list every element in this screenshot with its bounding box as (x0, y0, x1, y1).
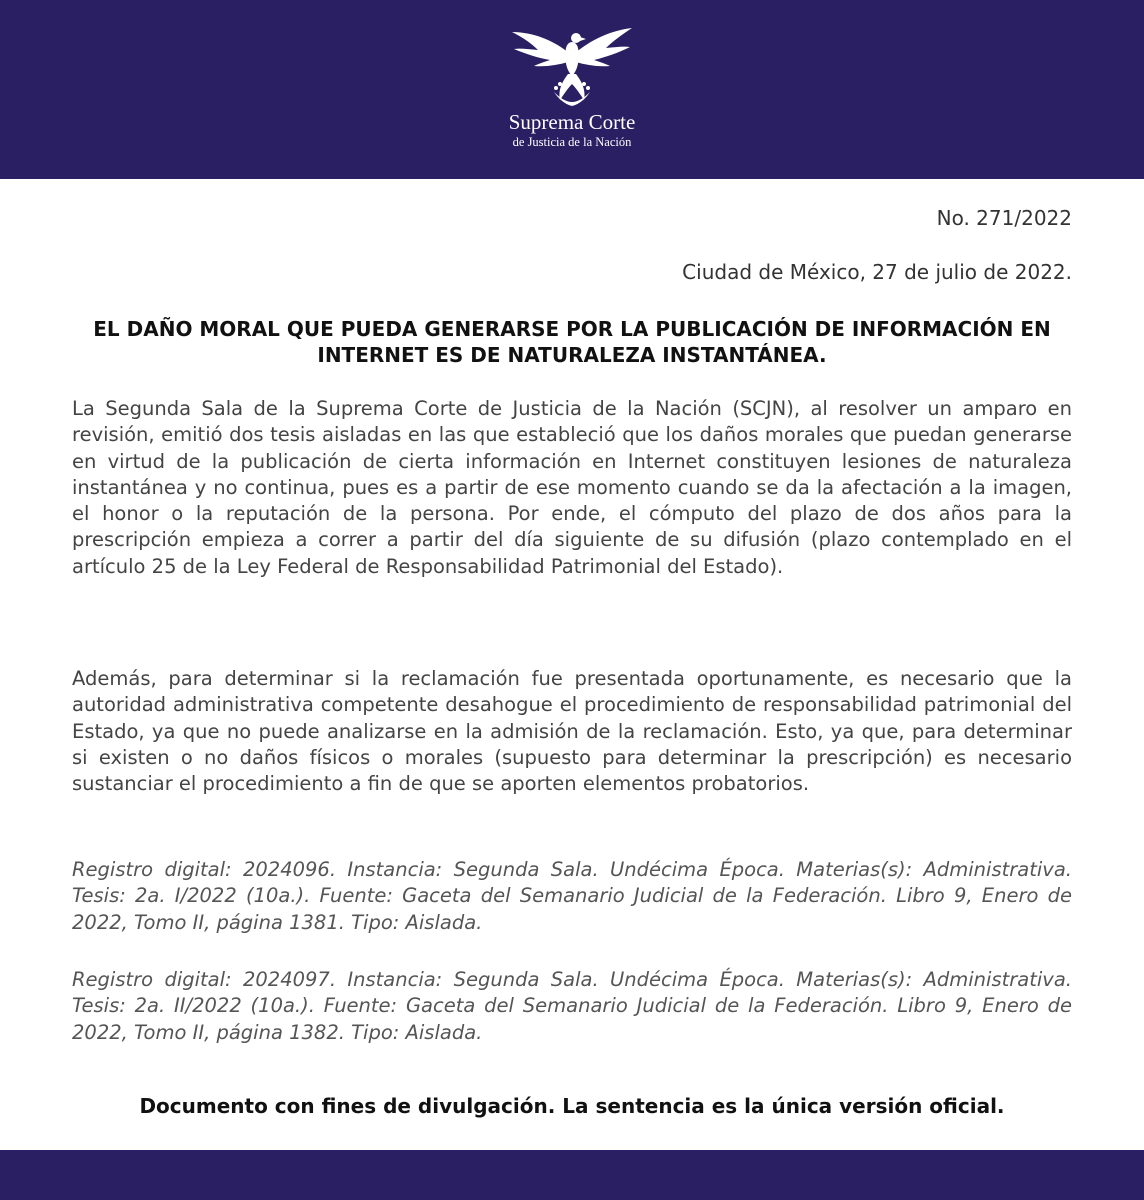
body-paragraph: Además, para determinar si la reclamación fue presentada oportunamente, es necesario que la autoridad administrativa competente desahogue el procedimiento de responsabilidad patrimonial del Estado, ya que no puede analizarse en la admisión de la reclamación. Esto, ya que, para determinar si existen o no daños físicos o morales (supuesto para determinar la prescripción) es necesario sustanciar el procedimiento a fin de que se aporten elementos probatorios. (72, 667, 1072, 796)
disclaimer: Documento con fines de divulgación. La sentencia es la única versión oficial. (139, 1094, 1005, 1118)
press-release-number: No. 271/2022 (936, 206, 1072, 230)
thesis-reference: Registro digital: 2024096. Instancia: Segunda Sala. Undécima Época. Materias(s): Administrativa. Tesis: 2a. I/2022 (10a.). Fuente: Gaceta del Semanario Judicial de la Federación. Libro 9, Enero de 2022, Tomo II, página 1381. Tipo: Aislada. (72, 858, 1072, 934)
eagle-emblem-icon (510, 18, 634, 110)
institution-name: Suprema Corte (508, 110, 636, 134)
footer-band (0, 1150, 1144, 1200)
press-release-date: Ciudad de México, 27 de julio de 2022. (682, 260, 1072, 284)
headline: EL DAÑO MORAL QUE PUEDA GENERARSE POR LA PUBLICACIÓN DE INFORMACIÓN EN INTERNET ES DE NATURALEZA INSTANTÁNEA. (93, 317, 1051, 367)
institution-subtitle: de Justicia de la Nación (512, 135, 632, 149)
header-band (0, 0, 1144, 179)
thesis-reference: Registro digital: 2024097. Instancia: Segunda Sala. Undécima Época. Materias(s): Administrativa. Tesis: 2a. II/2022 (10a.). Fuente: Gaceta del Semanario Judicial de la Federación. Libro 9, Enero de 2022, Tomo II, página 1382. Tipo: Aislada. (72, 968, 1072, 1044)
scjn-logo (492, 18, 652, 158)
body-paragraph: La Segunda Sala de la Suprema Corte de Justicia de la Nación (SCJN), al resolver un amparo en revisión, emitió dos tesis aisladas en las que estableció que los daños morales que puedan generarse en virtud de la publicación de cierta información en Internet constituyen lesiones de naturaleza instantánea y no continua, pues es a partir de ese momento cuando se da la afectación a la imagen, el honor o la reputación de la persona. Por ende, el cómputo del plazo de dos años para la prescripción empieza a correr a partir del día siguiente de su difusión (plazo contemplado en el artículo 25 de la Ley Federal de Responsabilidad Patrimonial del Estado). (72, 397, 1072, 578)
